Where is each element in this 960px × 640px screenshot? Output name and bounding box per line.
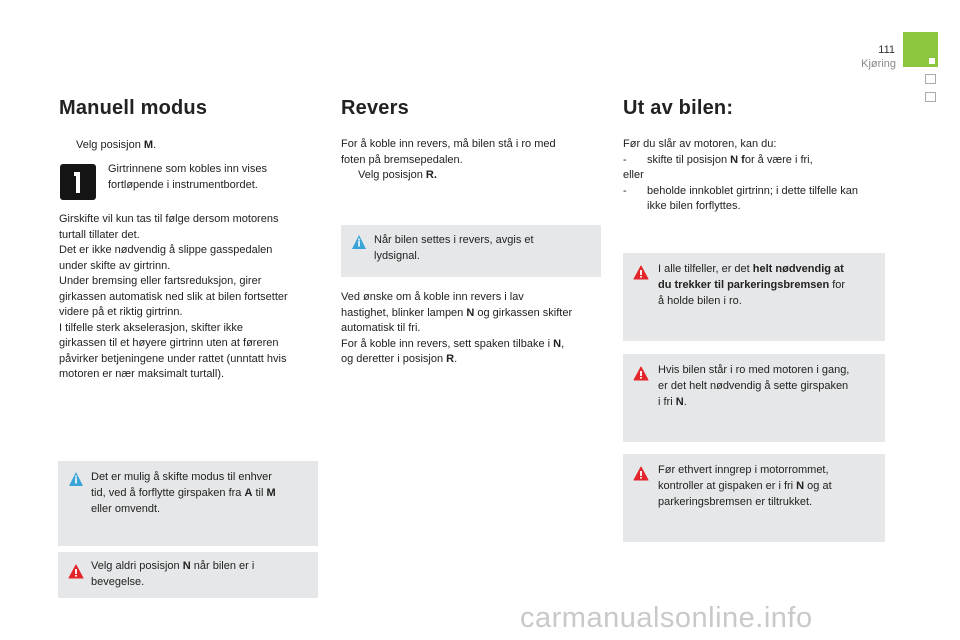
manual-mode-body: Girskifte vil kun tas til følge dersom motorens turtall tillater det. Det er ikke nødvendig å slippe gasspedalen under skifte av girtrinn. Under bremsing eller fartsreduksjon, girer girkassen automatisk ned slik at bilen fortsetter videre på et riktig girtrinn. I tilfelle sterk akselerasjon, skifter ikke girkassen til et høyere girtrinn uten at føreren påvirker betjeningene under rattet (unntatt hvis motoren er nær maksimalt turtall).: [59, 213, 288, 380]
chapter-tab: [903, 32, 938, 67]
info-box-reverse: Når bilen settes i revers, avgis et lydsignal.: [341, 225, 601, 277]
reverse-body: Ved ønske om å koble inn revers i lav hastighet, blinker lampen N og girkassen skifter automatisk til fri. For å koble inn revers, sett spaken tilbake i N, og deretter i posisjon R.: [341, 291, 573, 365]
chapter-tab-empty: [925, 74, 936, 84]
reverse-intro: For å koble inn revers, må bilen stå i ro med foten på bremsepedalen. Velg posisjon R.: [341, 138, 556, 181]
warning-box-engine-running: Hvis bilen står i ro med motoren i gang, er det helt nødvendig å sette girspaken i fri N.: [623, 354, 885, 442]
warning-box-engine-bay: Før ethvert inngrep i motorrommet, kontroller at gispaken er i fri N og at parkeringsbremsen er tiltrukket.: [623, 454, 885, 542]
warning-box-neutral: Velg aldri posisjon N når bilen er i bevegelse.: [58, 552, 318, 598]
info-icon: [351, 234, 367, 250]
leaving-vehicle-heading: Ut av bilen:: [623, 97, 734, 119]
warning-icon: [633, 366, 649, 382]
info-icon: [68, 471, 84, 487]
warning-box-parking-brake: I alle tilfeller, er det helt nødvendig at du trekker til parkeringsbremsen for å holde bilen i ro.: [623, 253, 885, 341]
gear-caption: Girtrinnene som kobles inn vises fortløpende i instrumentbordet.: [108, 163, 267, 191]
info-box-mode-switch: Det er mulig å skifte modus til enhver tid, ved å forflytte girspaken fra A til M eller omvendt.: [58, 461, 318, 546]
warning-icon: [633, 265, 649, 281]
chapter-tab-empty: [925, 92, 936, 102]
reverse-heading: Revers: [341, 97, 409, 119]
gear-indicator-icon: [60, 164, 96, 200]
warning-icon: [633, 466, 649, 482]
warning-icon: [68, 564, 84, 580]
page-number: 111: [878, 44, 895, 56]
manual-mode-heading: Manuell modus: [59, 97, 208, 119]
section-title: Kjøring: [861, 58, 896, 70]
manual-step: Velg posisjon M.: [76, 139, 157, 151]
watermark: carmanualsonline.info: [520, 602, 813, 634]
leaving-vehicle-body: Før du slår av motoren, kan du: - skifte til posisjon N for å være i fri, eller - beholde innkoblet girtrinn; i dette tilfelle kan ikke bilen forflyttes.: [623, 138, 858, 212]
